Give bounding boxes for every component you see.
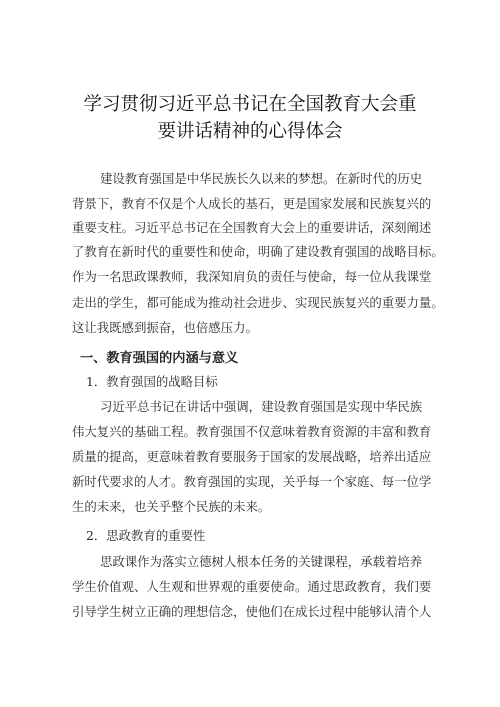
subsection-paragraph-line: 习近平总书记在讲话中强调，建设教育强国是实现中华民族 (100, 399, 423, 414)
subsection-paragraph-line: 新时代要求的人才。教育强国的实现，关乎每一个家庭、每一位学 (72, 474, 432, 489)
intro-paragraph-line: 建设教育强国是中华民族长久以来的梦想。在新时代的历史 (100, 171, 423, 186)
intro-paragraph-line: 作为一名思政课教师，我深知肩负的责任与使命，每一位从我课堂 (72, 269, 432, 284)
intro-paragraph-line: 这让我既感到振奋，也倍感压力。 (72, 320, 258, 335)
subsection-paragraph-line: 生的未来，也关乎整个民族的未来。 (72, 499, 271, 514)
intro-paragraph-line: 重要支柱。习近平总书记在全国教育大会上的重要讲话，深刻阐述 (72, 220, 432, 235)
document-title-line-2: 要讲话精神的心得体会 (157, 121, 343, 142)
subsection-paragraph-line: 伟大复兴的基础工程。教育强国不仅意味着教育资源的丰富和教育 (72, 424, 432, 439)
subsection-paragraph-line: 引导学生树立正确的理想信念，使他们在成长过程中能够认清个人 (72, 604, 432, 619)
subsection-paragraph-line: 学生价值观、人生观和世界观的重要使命。通过思政教育，我们要 (72, 579, 432, 594)
subsection-heading: 2．思政教育的重要性 (86, 528, 206, 543)
subsection-paragraph-line: 质量的提高，更意味着教育要服务于国家的发展战略，培养出适应 (72, 449, 432, 464)
section-heading: 一、教育强国的内涵与意义 (80, 351, 239, 366)
subsection-heading: 1．教育强国的战略目标 (86, 374, 218, 389)
intro-paragraph-line: 背景下，教育不仅是个人成长的基石，更是国家发展和民族复兴的 (72, 196, 432, 211)
subsection-paragraph-line: 思政课作为落实立德树人根本任务的关键课程，承载着培养 (100, 554, 423, 569)
document-title-line-1: 学习贯彻习近平总书记在全国教育大会重 (83, 94, 417, 115)
intro-paragraph-line: 了教育在新时代的重要性和使命，明确了建设教育强国的战略目标。 (72, 244, 444, 259)
intro-paragraph-line: 走出的学生，都可能成为推动社会进步、实现民族复兴的重要力量。 (72, 295, 444, 310)
